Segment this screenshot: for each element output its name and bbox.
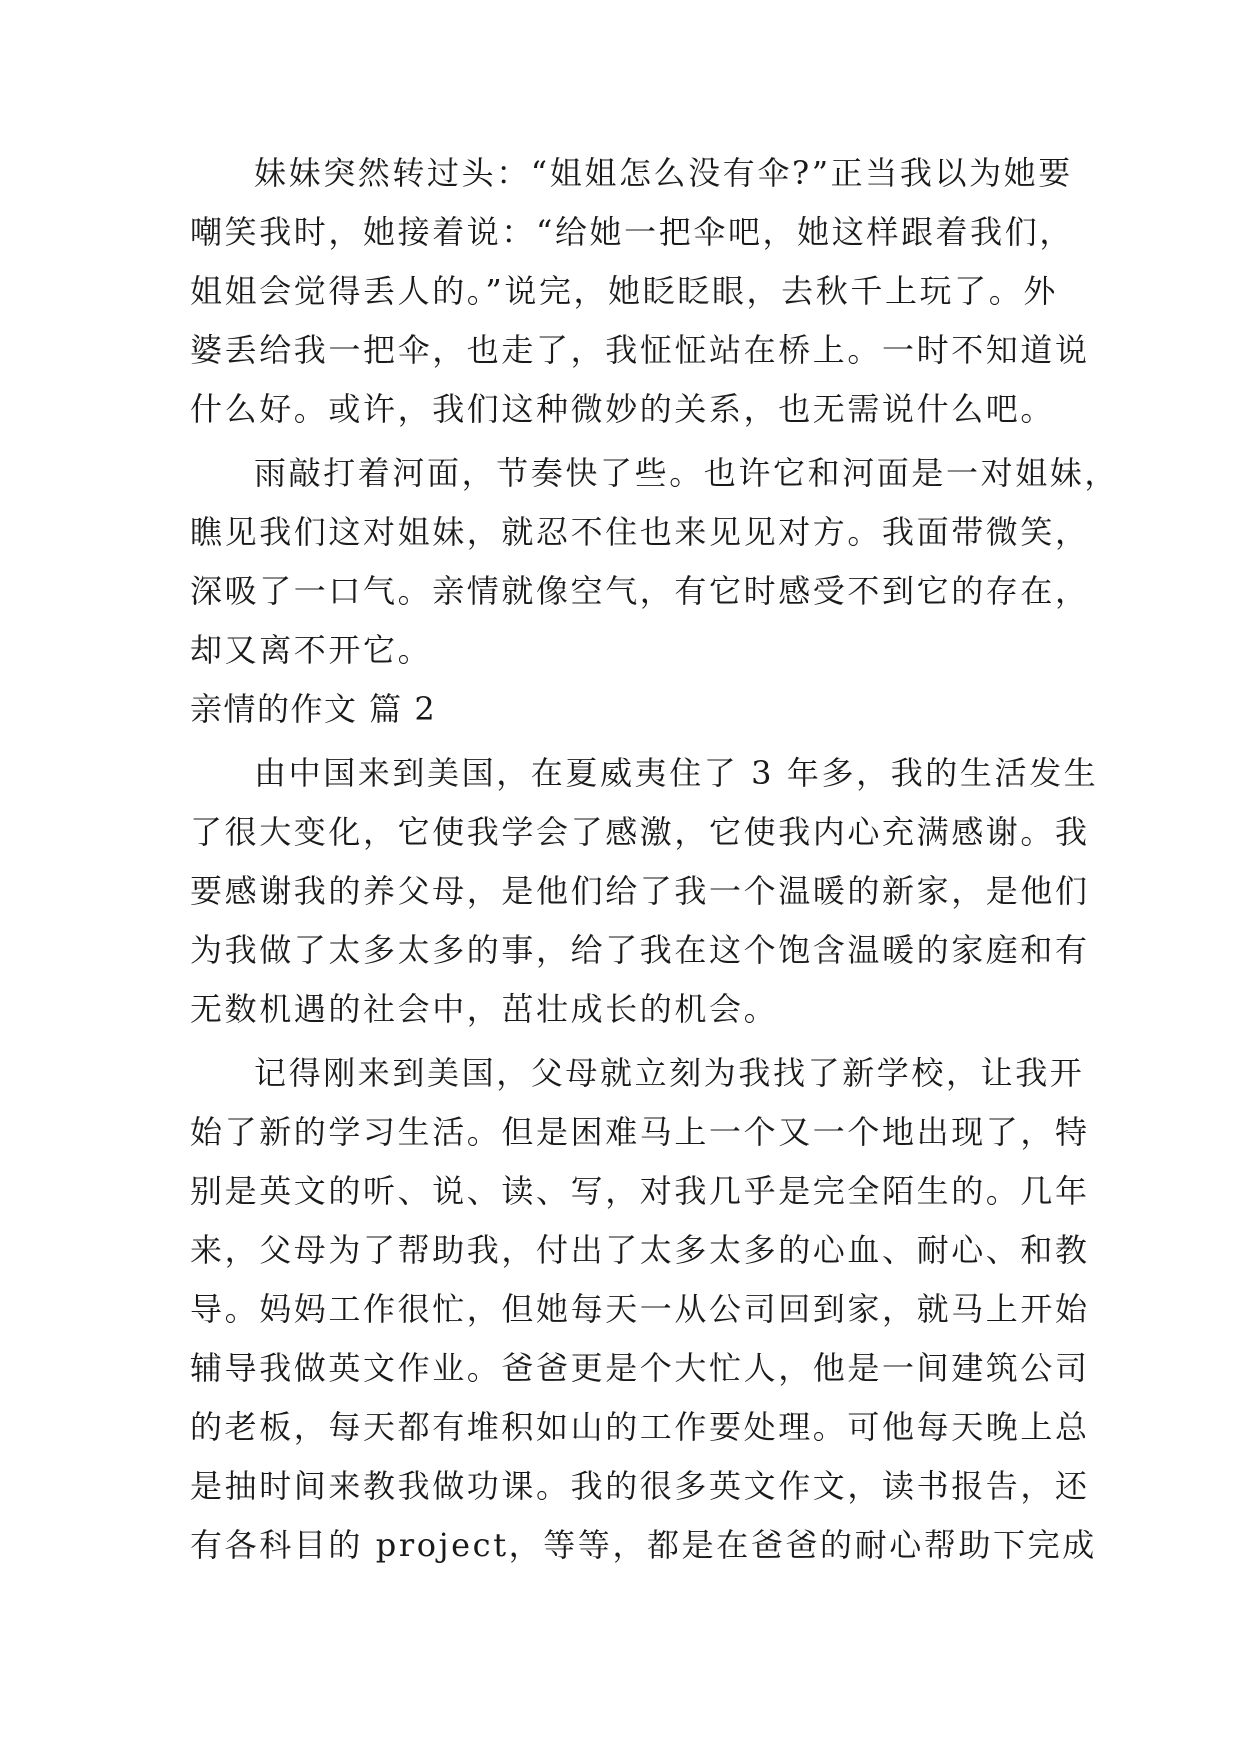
- paragraph-line: 来，父母为了帮助我，付出了太多太多的心血、耐心、和教: [190, 1231, 1090, 1269]
- paragraph-line: 是抽时间来教我做功课。我的很多英文作文，读书报告，还: [190, 1467, 1090, 1505]
- paragraph-line: 瞧见我们这对姐妹，就忍不住也来见见对方。我面带微笑，: [190, 513, 1090, 551]
- paragraph-line: 由中国来到美国，在夏威夷住了 3 年多，我的生活发生: [254, 754, 1099, 792]
- paragraph-line: 要感谢我的养父母，是他们给了我一个温暖的新家，是他们: [190, 872, 1090, 910]
- section-heading: 亲情的作文 篇 2: [190, 690, 437, 728]
- paragraph-line: 却又离不开它。: [190, 631, 433, 669]
- paragraph-line: 有各科目的 project，等等，都是在爸爸的耐心帮助下完成: [190, 1526, 1097, 1564]
- paragraph-line: 辅导我做英文作业。爸爸更是个大忙人，他是一间建筑公司: [190, 1349, 1090, 1387]
- paragraph-line: 始了新的学习生活。但是困难马上一个又一个地出现了，特: [190, 1113, 1090, 1151]
- paragraph-line: 无数机遇的社会中，茁壮成长的机会。: [190, 990, 779, 1028]
- paragraph-line: 别是英文的听、说、读、写，对我几乎是完全陌生的。几年: [190, 1172, 1090, 1210]
- paragraph-line: 嘲笑我时，她接着说：“给她一把伞吧，她这样跟着我们，: [190, 213, 1074, 251]
- paragraph-line: 婆丢给我一把伞，也走了，我怔怔站在桥上。一时不知道说: [190, 331, 1090, 369]
- paragraph-line: 什么好。或许，我们这种微妙的关系，也无需说什么吧。: [190, 390, 1056, 428]
- paragraph-line: 记得刚来到美国，父母就立刻为我找了新学校，让我开: [254, 1054, 1085, 1092]
- paragraph-line: 雨敲打着河面，节奏快了些。也许它和河面是一对姐妹，: [254, 454, 1120, 492]
- paragraph-line: 姐姐会觉得丢人的。”说完，她眨眨眼，去秋千上玩了。外: [190, 272, 1058, 310]
- paragraph-line: 了很大变化，它使我学会了感激，它使我内心充满感谢。我: [190, 813, 1090, 851]
- paragraph-line: 妹妹突然转过头：“姐姐怎么没有伞?”正当我以为她要: [254, 154, 1073, 192]
- paragraph-line: 为我做了太多太多的事，给了我在这个饱含温暖的家庭和有: [190, 931, 1090, 969]
- paragraph-line: 深吸了一口气。亲情就像空气，有它时感受不到它的存在，: [190, 572, 1090, 610]
- paragraph-line: 导。妈妈工作很忙，但她每天一从公司回到家，就马上开始: [190, 1290, 1090, 1328]
- paragraph-line: 的老板，每天都有堆积如山的工作要处理。可他每天晚上总: [190, 1408, 1090, 1446]
